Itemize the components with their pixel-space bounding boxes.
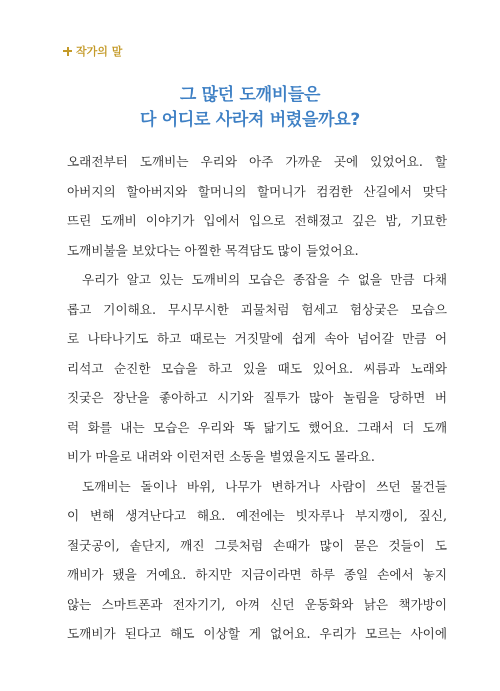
- plus-icon: [63, 47, 72, 56]
- text-line: 오래전부터 도깨비는 우리와 아주 가까운 곳에 있었어요. 할: [67, 154, 447, 169]
- text-line: 리석고 순진한 모습을 하고 있을 때도 있어요. 씨름과 노래와: [67, 360, 447, 376]
- section-label: 작가의 말: [76, 45, 123, 58]
- text-line: 짓궂은 장난을 좋아하고 시기와 질투가 많아 놀림을 당하면 버: [67, 390, 447, 405]
- text-line: 우리가 알고 있는 도깨비의 모습은 종잡을 수 없을 만큼 다채: [82, 272, 447, 287]
- text-line: 절굿공이, 솥단지, 깨진 그릇처럼 손때가 많이 묻은 것들이 도: [67, 537, 447, 553]
- text-line: 않는 스마트폰과 전자기기, 아껴 신던 운동화와 낡은 책가방이: [67, 596, 447, 612]
- section-header: [63, 43, 122, 59]
- text-line: 도깨비불을 보았다는 아찔한 목격담도 많이 들었어요.: [67, 242, 359, 258]
- text-line: 럭 화를 내는 모습은 우리와 똑 닮기도 했어요. 그래서 더 도깨: [67, 419, 447, 435]
- title-line-2: 다 어디로 사라져 버렸을까요?: [140, 110, 360, 130]
- text-line: 뜨린 도깨비 이야기가 입에서 입으로 전해졌고 깊은 밤, 기묘한: [67, 213, 447, 228]
- body-text: [67, 147, 447, 649]
- text-line: 롭고 기이해요. 무시무시한 괴물처럼 험세고 험상궂은 모습으: [67, 301, 447, 317]
- text-line: 도깨비가 된다고 해도 이상할 게 없어요. 우리가 모르는 사이에: [67, 626, 447, 641]
- text-line: 도깨비는 돌이나 바위, 나무가 변하거나 사람이 쓰던 물건들: [82, 478, 447, 494]
- title-line-1: 그 많던 도깨비들은: [179, 85, 321, 105]
- text-line: 비가 마을로 내려와 이런저런 소동을 벌였을지도 몰라요.: [67, 449, 375, 464]
- text-line: 깨비가 됐을 거예요. 하지만 지금이라면 하루 종일 손에서 놓지: [67, 567, 447, 582]
- text-line: 아버지의 할아버지와 할머니의 할머니가 컴컴한 산길에서 맞닥: [67, 183, 447, 199]
- text-line: 로 나타나기도 하고 때로는 거짓말에 쉽게 속아 넘어갈 만큼 어: [67, 331, 447, 346]
- text-line: 이 변해 생겨난다고 해요. 예전에는 빗자루나 부지깽이, 짚신,: [67, 508, 447, 523]
